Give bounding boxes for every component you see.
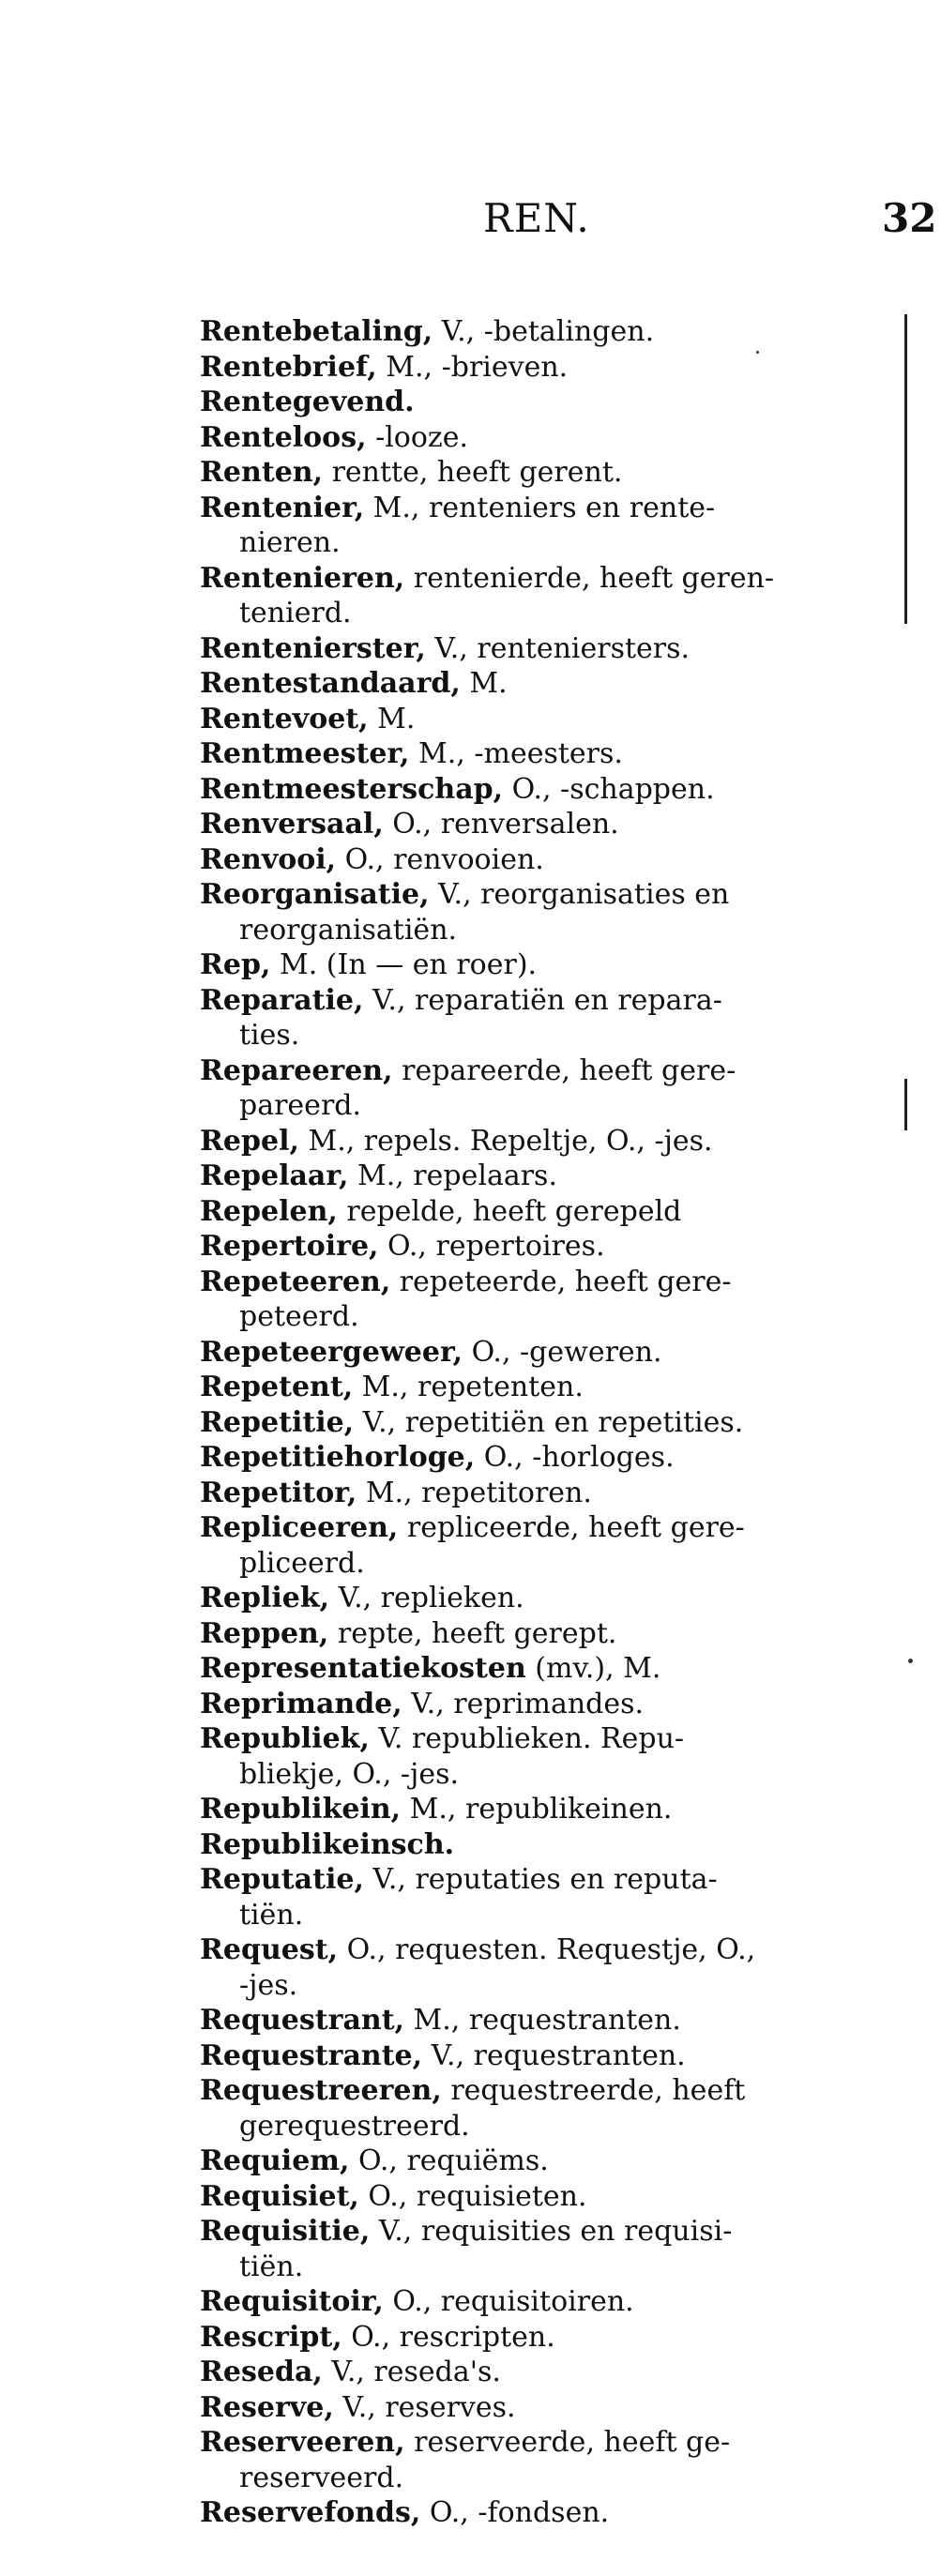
dictionary-entry	[200, 2073, 875, 2144]
entry-continuation: tiën.	[239, 1898, 304, 1932]
entry-grammar: M., repels. Repeltje, O., -jes.	[298, 1124, 713, 1158]
ink-speck	[908, 1659, 913, 1663]
entry-headword: Renvooi,	[200, 842, 337, 876]
dictionary-entry	[200, 1687, 875, 1722]
dictionary-entry	[200, 2425, 875, 2495]
entry-headword: Reppen,	[200, 1616, 329, 1650]
entry-headword: Reseda,	[200, 2356, 323, 2388]
entry-continuation: pliceerd.	[239, 1546, 365, 1580]
entry-continuation: nieren.	[239, 526, 341, 559]
entry-grammar: O., requisitoiren.	[383, 2285, 634, 2318]
dictionary-entry	[200, 1827, 875, 1863]
entry-continuation: -jes.	[239, 1968, 298, 2002]
entry-grammar: M., renteniers en rente-	[364, 491, 716, 524]
dictionary-entry	[200, 2144, 875, 2179]
dictionary-entry	[200, 1124, 875, 1159]
entry-grammar: -looze.	[366, 420, 469, 454]
entry-headword: Rentenieren,	[200, 561, 405, 595]
entry-headword: Representatiekosten	[200, 1652, 526, 1685]
entry-grammar: O., requiëms.	[349, 2144, 549, 2177]
dictionary-entry	[200, 2320, 875, 2356]
dictionary-entry	[200, 1792, 875, 1827]
dictionary-entry	[200, 420, 875, 456]
dictionary-entry	[200, 1229, 875, 1265]
entry-grammar: V., reseda's.	[322, 2356, 501, 2388]
margin-rule	[904, 314, 907, 624]
entry-continuation: reorganisatiën.	[239, 913, 458, 947]
dictionary-entry	[200, 1053, 875, 1124]
dictionary-entry	[200, 1721, 875, 1792]
entry-headword: Requestreeren,	[200, 2074, 442, 2107]
entry-headword: Repliceeren,	[200, 1511, 399, 1544]
dictionary-entry	[200, 455, 875, 491]
entry-continuation: reserveerd.	[239, 2461, 404, 2494]
entry-grammar: V., reserves.	[333, 2390, 516, 2424]
entry-continuation: bliekje, O., -jes.	[239, 1757, 460, 1791]
entry-headword: Renteloos,	[200, 420, 367, 454]
dictionary-entry	[200, 1335, 875, 1371]
dictionary-entry	[200, 2003, 875, 2038]
dictionary-entry	[200, 2284, 875, 2320]
entry-headword: Request,	[200, 1933, 339, 1966]
dictionary-entry	[200, 1651, 875, 1687]
entry-continuation: peteerd.	[239, 1300, 359, 1333]
entry-grammar: O., renvooien.	[336, 842, 544, 876]
entry-grammar: O., repertoires.	[378, 1230, 605, 1263]
dictionary-entry	[200, 1265, 875, 1335]
entry-grammar: repte, heeft gerept.	[328, 1616, 617, 1650]
entry-grammar: V., requestranten.	[422, 2038, 686, 2072]
entry-headword: Requisitoir,	[200, 2285, 384, 2318]
running-head	[0, 195, 941, 251]
entry-headword: Rescript,	[200, 2320, 342, 2354]
entry-headword: Republikein,	[200, 1793, 402, 1826]
entry-grammar: repareerde, heeft gere-	[392, 1053, 736, 1087]
entry-grammar: M., -meesters.	[409, 737, 623, 770]
entry-grammar: (mv.), M.	[525, 1652, 661, 1685]
dictionary-entry	[200, 2179, 875, 2215]
entry-grammar: V., reputaties en reputa-	[363, 1863, 718, 1896]
entry-grammar: V. republieken. Repu-	[369, 1722, 685, 1755]
entry-headword: Rentestandaard,	[200, 667, 461, 700]
dictionary-entry	[200, 772, 875, 808]
entry-grammar: V., renteniersters.	[425, 631, 691, 665]
entry-grammar: M.	[460, 667, 508, 700]
entry-headword: Rentebetaling,	[200, 315, 433, 348]
entry-headword: Repetitie,	[200, 1405, 355, 1439]
dictionary-entry	[200, 2495, 875, 2531]
entry-continuation: tenierd.	[239, 597, 352, 629]
entry-headword: Repareeren,	[200, 1053, 393, 1087]
entry-headword: Rentegevend.	[200, 386, 415, 418]
entry-grammar: rentte, heeft gerent.	[323, 456, 623, 489]
entry-grammar: requestreerde, heeft	[441, 2074, 746, 2107]
entry-grammar: V., reorganisaties en	[429, 878, 730, 911]
dictionary-entry	[200, 631, 875, 667]
entry-headword: Rentevoet,	[200, 702, 369, 735]
entry-grammar: O., -horloges.	[475, 1441, 675, 1474]
dictionary-entry	[200, 1159, 875, 1194]
dictionary-entry	[200, 807, 875, 842]
entry-grammar: M., requestranten.	[404, 2004, 681, 2037]
entry-headword: Republiek,	[200, 1722, 370, 1755]
entry-grammar: reserveerde, heeft ge-	[404, 2426, 731, 2459]
entry-headword: Reputatie,	[200, 1863, 364, 1896]
dictionary-entry	[200, 561, 875, 631]
entry-headword: Repeteeren,	[200, 1265, 391, 1298]
dictionary-entry	[200, 1510, 875, 1581]
dictionary-entry	[200, 1932, 875, 2003]
dictionary-entry	[200, 2355, 875, 2390]
entry-continuation: ties.	[239, 1019, 300, 1052]
entry-grammar: V., reparatiën en repara-	[363, 983, 722, 1017]
entry-headword: Repelen,	[200, 1194, 338, 1228]
dictionary-entry	[200, 983, 875, 1053]
entry-grammar: O., requisieten.	[358, 2179, 587, 2213]
entry-headword: Repel,	[200, 1124, 299, 1158]
dictionary-entry	[200, 1440, 875, 1476]
dictionary-entry	[200, 702, 875, 737]
dictionary-entry	[200, 1405, 875, 1441]
entry-headword: Requisiet,	[200, 2179, 359, 2213]
entry-headword: Repliek,	[200, 1582, 330, 1614]
entry-grammar: V., -betalingen.	[433, 315, 655, 348]
entry-headword: Repetitor,	[200, 1476, 357, 1509]
entry-grammar: M., repetitoren.	[357, 1476, 592, 1509]
entry-headword: Repetent,	[200, 1371, 354, 1403]
dictionary-entry	[200, 1194, 875, 1230]
entry-headword: Requisitie,	[200, 2215, 371, 2248]
entry-headword: Rentenier,	[200, 491, 365, 524]
entry-headword: Repelaar,	[200, 1159, 349, 1192]
page-number: 32	[882, 195, 937, 241]
entry-grammar: M., -brieven.	[376, 350, 569, 384]
dictionary-entry	[200, 1862, 875, 1932]
dictionary-entry	[200, 1616, 875, 1652]
entry-grammar: repeteerde, heeft gere-	[390, 1265, 732, 1298]
dictionary-entry	[200, 842, 875, 878]
entry-headword: Reprimande,	[200, 1687, 402, 1720]
entry-headword: Repeteergeweer,	[200, 1335, 463, 1369]
entry-headword: Republikeinsch.	[200, 1827, 455, 1861]
entry-grammar: M., repelaars.	[348, 1159, 557, 1192]
entry-grammar: M.	[368, 702, 416, 735]
entry-continuation: tiën.	[239, 2250, 304, 2283]
entry-grammar: O., renversalen.	[383, 808, 619, 841]
dictionary-entry	[200, 1476, 875, 1511]
dictionary-entry	[200, 736, 875, 772]
dictionary-entry	[200, 385, 875, 420]
entry-grammar: O., requesten. Requestje, O.,	[338, 1933, 756, 1966]
entry-headword: Renten,	[200, 456, 324, 489]
entry-grammar: O., -geweren.	[463, 1335, 662, 1369]
entry-grammar: V., repetitiën en repetities.	[354, 1405, 744, 1439]
dictionary-entry	[200, 666, 875, 702]
entry-grammar: repelde, heeft gerepeld	[337, 1194, 682, 1228]
entry-grammar: V., reprimandes.	[402, 1687, 645, 1720]
dictionary-entry	[200, 877, 875, 947]
dictionary-entry	[200, 947, 875, 983]
entry-headword: Requiem,	[200, 2144, 350, 2177]
margin-rule	[904, 1079, 907, 1130]
entry-headword: Rentebrief,	[200, 350, 377, 384]
entry-headword: Reorganisatie,	[200, 878, 430, 911]
dictionary-entry	[200, 1370, 875, 1405]
entry-grammar: O., rescripten.	[341, 2320, 555, 2354]
entry-headword: Rentenierster,	[200, 631, 426, 665]
entry-headword: Reservefonds,	[200, 2496, 421, 2529]
entry-continuation: gerequestreerd.	[239, 2109, 470, 2143]
entry-headword: Requestrante,	[200, 2038, 423, 2072]
entry-grammar: V., replieken.	[329, 1582, 524, 1614]
entry-headword: Rentmeesterschap,	[200, 772, 504, 806]
entry-headword: Repetitiehorloge,	[200, 1441, 476, 1474]
dictionary-entry	[200, 350, 875, 386]
entry-grammar: M., repetenten.	[353, 1371, 584, 1403]
entry-grammar: M., republikeinen.	[401, 1793, 673, 1826]
entry-headword: Reserve,	[200, 2390, 334, 2424]
page-title: REN.	[483, 195, 590, 241]
entry-grammar: O., -fondsen.	[420, 2496, 610, 2529]
dictionary-entry	[200, 314, 875, 350]
entry-headword: Repertoire,	[200, 1230, 379, 1263]
entry-headword: Reserveeren,	[200, 2426, 405, 2459]
dictionary-entry	[200, 1581, 875, 1616]
entry-headword: Requestrant,	[200, 2004, 404, 2037]
dictionary-entry	[200, 491, 875, 561]
entry-grammar: repliceerde, heeft gere-	[398, 1511, 745, 1544]
dictionary-entry	[200, 2214, 875, 2284]
dictionary-entry	[200, 2390, 875, 2426]
entry-continuation: pareerd.	[239, 1089, 362, 1122]
entry-grammar: O., -schappen.	[503, 772, 715, 806]
entry-headword: Rep,	[200, 948, 271, 981]
dictionary-entries	[200, 314, 875, 2531]
entry-grammar: V., requisities en requisi-	[370, 2215, 733, 2248]
entry-headword: Renversaal,	[200, 808, 384, 841]
entry-headword: Reparatie,	[200, 983, 364, 1017]
entry-headword: Rentmeester,	[200, 737, 410, 770]
entry-grammar: M. (In — en roer).	[270, 948, 538, 981]
entry-grammar: rentenierde, heeft geren-	[404, 561, 775, 595]
dictionary-entry	[200, 2038, 875, 2074]
